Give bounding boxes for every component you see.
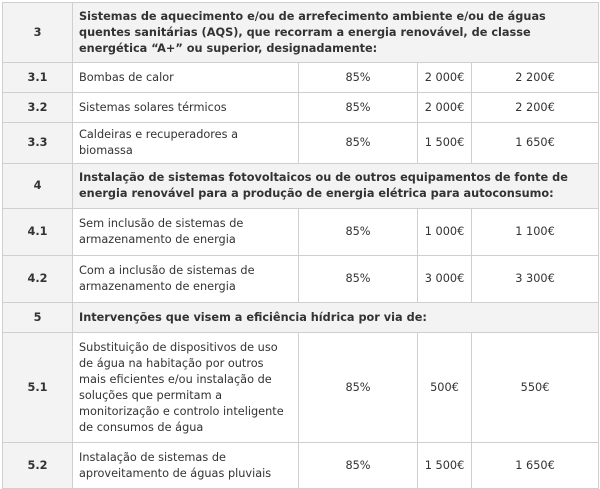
row-number: 5.2 — [3, 443, 73, 489]
section-title: Intervenções que visem a eficiência hídrica por via de: — [73, 303, 599, 333]
row-number: 3.2 — [3, 93, 73, 123]
section-title: Sistemas de aquecimento e/ou de arrefecimento ambiente e/ou de águas quentes sanitárias (AQS), que recorram a energia renovável, de classe energética “A+” ou superior, designadamente: — [73, 3, 599, 63]
row-description: Instalação de sistemas de aproveitamento de águas pluviais — [73, 443, 299, 489]
row-percentage: 85% — [299, 93, 418, 123]
row-description: Substituição de dispositivos de uso de água na habitação por outros mais eficientes e/ou instalação de soluções que permitam a monitorização e controlo inteligente de consumos de água — [73, 333, 299, 443]
table-row — [3, 256, 599, 303]
table-row — [3, 123, 599, 164]
row-description: Sistemas solares térmicos — [73, 93, 299, 123]
row-percentage: 85% — [299, 443, 418, 489]
table-row-section-4 — [3, 164, 599, 209]
row-description: Bombas de calor — [73, 63, 299, 93]
row-value-1: 2 000€ — [418, 93, 472, 123]
table-row — [3, 443, 599, 489]
row-description: Caldeiras e recuperadores a biomassa — [73, 123, 299, 164]
row-value-2: 3 300€ — [472, 256, 599, 303]
table-row — [3, 209, 599, 256]
table-row — [3, 63, 599, 93]
table-row-section-5 — [3, 303, 599, 333]
row-number: 5 — [3, 303, 73, 333]
row-number: 3 — [3, 3, 73, 63]
row-description: Sem inclusão de sistemas de armazenamento de energia — [73, 209, 299, 256]
row-value-1: 1 000€ — [418, 209, 472, 256]
section-title: Instalação de sistemas fotovoltaicos ou de outros equipamentos de fonte de energia renovável para a produção de energia elétrica para autoconsumo: — [73, 164, 599, 209]
row-number: 4 — [3, 164, 73, 209]
row-percentage: 85% — [299, 256, 418, 303]
row-value-1: 1 500€ — [418, 443, 472, 489]
row-value-1: 1 500€ — [418, 123, 472, 164]
table-row — [3, 93, 599, 123]
row-number: 3.3 — [3, 123, 73, 164]
table-row-section-3 — [3, 3, 599, 63]
row-value-2: 550€ — [472, 333, 599, 443]
row-percentage: 85% — [299, 209, 418, 256]
row-percentage: 85% — [299, 63, 418, 93]
row-number: 4.1 — [3, 209, 73, 256]
row-value-1: 2 000€ — [418, 63, 472, 93]
row-percentage: 85% — [299, 333, 418, 443]
row-value-2: 1 100€ — [472, 209, 599, 256]
row-value-2: 2 200€ — [472, 93, 599, 123]
row-description: Com a inclusão de sistemas de armazenamento de energia — [73, 256, 299, 303]
row-number: 3.1 — [3, 63, 73, 93]
row-value-2: 1 650€ — [472, 123, 599, 164]
incentive-table — [2, 2, 599, 489]
row-value-1: 500€ — [418, 333, 472, 443]
row-number: 5.1 — [3, 333, 73, 443]
row-value-2: 1 650€ — [472, 443, 599, 489]
table-row — [3, 333, 599, 443]
row-value-1: 3 000€ — [418, 256, 472, 303]
row-percentage: 85% — [299, 123, 418, 164]
row-number: 4.2 — [3, 256, 73, 303]
row-value-2: 2 200€ — [472, 63, 599, 93]
